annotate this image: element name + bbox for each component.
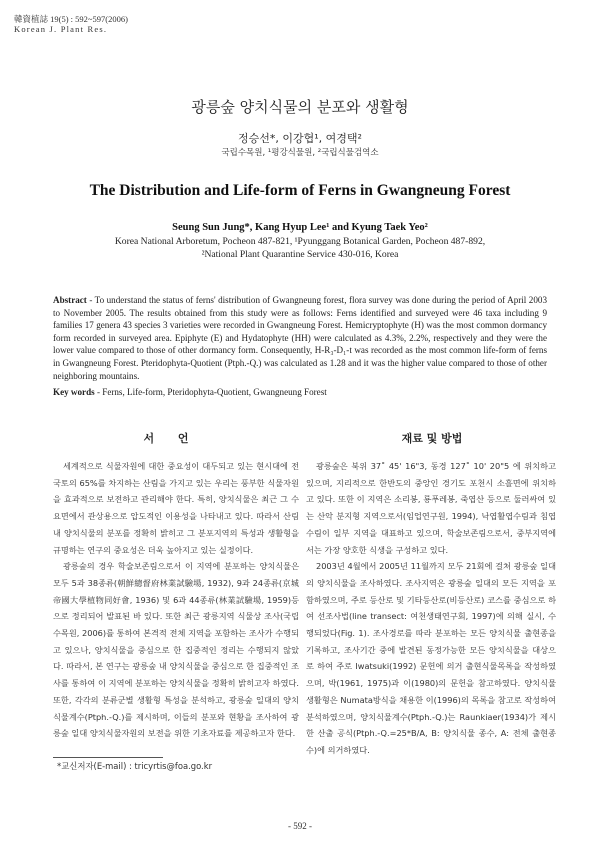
- english-title: The Distribution and Life-form of Ferns in Gwangneung Forest: [89, 182, 511, 199]
- abstract-label: Abstract: [53, 295, 87, 305]
- keywords-text: - Ferns, Life-form, Pteridophyta-Quotient, Gwangneung Forest: [94, 387, 327, 397]
- keywords-label: Key words: [53, 387, 95, 397]
- journal-header: [14, 14, 128, 34]
- keywords: [53, 387, 547, 397]
- page-number: - 592 -: [288, 821, 312, 831]
- introduction-paragraph-1: 세계적으로 식물자원에 대한 중요성이 대두되고 있는 현시대에 전국토의 65%를 차지하는 산림을 가지고 있는 우리는 풍부한 식물자원을 효과적으로 보전하고 관리해야 한다. 특히, 양치식물은 최근 그 수요면에서 관상용으로 압도적인 이용성을 나타내고 있다. 따라서 산림 내 양치식물의 분포를 정확히 밝히고 그 분포지역의 특성과 생활형을 규명하는 연구의 중요성은 더욱 높아지고 있는 실정이다.: [53, 461, 299, 555]
- methods-paragraph-2: 2003년 4월에서 2005년 11월까지 모두 21회에 걸쳐 광릉숲 일대의 양치식물을 조사하였다. 조사지역은 광릉숲 일대의 모든 지역을 포함하였으며, 주로 등산로 및 기타등산로(비등산로) 코스를 중심으로 하여 선조사법(line transect: 여천생태연구회, 1997)에 의해 실시, 수행되었다(Fig. 1). 조사경로를 따라 분포하는 모든 양치식물 출현종을 기록하고, 조사기간 중에 발견된 동정가능한 모든 양치식물을 대상으로 하여 주로 Iwatsuki(1992) 문헌에 의거 출현식물목록을 작성하였으며, 박(1961, 1975)과 이(1980)의 문헌을 참고하였다. 양치식물 생활형은 Numata방식을 채용한 이(1996)의 목록을 참고로 작성하여 분석하였으며, 양치식물계수(Ptph.-Q.)는 Raunkiaer(1934)가 제시한 산출 공식(Ptph.-Q.=25*B/A, B: 양치식물 종수, A: 전체 출현종수)에 의거하였다.: [306, 561, 556, 755]
- methods-heading: 재료 및 방법: [401, 432, 463, 445]
- journal-citation: 韓資植誌 19(5) : 592~597(2006): [14, 14, 128, 24]
- introduction-column: [53, 458, 299, 742]
- english-affiliations: [0, 236, 600, 261]
- korean-title: 광릉숲 양치식물의 분포와 생활형: [191, 98, 409, 116]
- affiliation-line-2: ²National Plant Quarantine Service 430-016, Korea: [201, 248, 399, 260]
- corresponding-author-footnote: *교신저자(E-mail) : tricyrtis@foa.go.kr: [57, 761, 213, 771]
- korean-authors: 정승선*, 이강협¹, 여경택²: [238, 132, 362, 145]
- introduction-paragraph-2: 광릉숲의 경우 학술보존림으로서 이 지역에 분포하는 양치식물은 모두 5과 38종류(朝鮮總督府林業試驗場, 1932), 9과 24종류(京城帝國大學植物同好會, 1936) 및 6과 44종류(林業試驗場, 1959)등으로 정리되어 발표된 바 있다. 또한 최근 광릉지역 식물상 조사(국립수목원, 2006)를 통하여 본격적 전체 지역을 포함하는 조사가 수행되고 있으나, 양치식물을 중심으로 한 집중적인 정리는 수행되지 않았다. 따라서, 본 연구는 광릉숲 내 양치식물을 중심으로 한 집중적인 조사를 통하여 이 지역에 분포하는 양치식물을 정확히 밝히고자 하였다. 또한, 각각의 분류군별 생활형 특성을 분석하고, 광릉숲 일대의 양치식물계수(Ptph.-Q.)를 제시하며, 이들의 분포와 현황을 조사하여 광릉숲 일대 양치식물자원의 보전을 위한 기초자료를 제공하고자 한다.: [53, 561, 299, 739]
- abstract: [53, 294, 547, 382]
- introduction-heading: 서 언: [143, 432, 199, 445]
- abstract-text: - To understand the status of ferns' distribution of Gwangneung forest, flora survey was done during the period of April 2003 to November 2005. The results obtained from this study were as follows: Ferns identified and surveyed were 46 taxa including 9 families 17 genera 43 species 3 varieties were recorded in Gwangneung Forest. Hemicryptophyte (H) was the most common dormancy form recorded in surveyed area. Epiphyte (E) and Hydatophyte (HH) were calculated as 4.3%, 2.2%, respectively and they were the lower value compared to those of other dormancy form. Consequently, H-R₃-D₁-t was recorded as the most common life-form of ferns in Gwangneung Forest. Pteridophyta-Quotient (Ptph.-Q.) was calculated as 1.28 and it was the higher value compared to those of other neighboring mountains.: [53, 295, 547, 381]
- footnote-divider: [53, 757, 163, 758]
- affiliation-line-1: Korea National Arboretum, Pocheon 487-821, ¹Pyunggang Botanical Garden, Pocheon 487-892,: [114, 236, 486, 247]
- methods-paragraph-1: 광릉숲은 북위 37˚ 45' 16"3, 동경 127˚ 10' 20"5 에 위치하고 있으며, 지리적으로 한반도의 중앙인 경기도 포천시 소흘면에 위치하고 있다. 또한 이 지역은 소리봉, 룡푸레봉, 죽엽산 등으로 둘러싸여 있는 산악 분지형 지역으로서(임업연구원, 1994), 낙엽활엽수림과 침엽수림이 일부 지역을 대표하고 있으며, 학술보존림으로서, 중부지역에서는 가장 양호한 식생을 구성하고 있다.: [306, 461, 556, 555]
- korean-affiliations: 국립수목원, ¹평강식물원, ²국립식물검역소: [221, 148, 379, 158]
- english-authors: Seung Sun Jung*, Kang Hyup Lee¹ and Kyung Taek Yeo²: [172, 222, 428, 233]
- journal-name: Korean J. Plant Res.: [14, 24, 108, 34]
- methods-column: [306, 458, 556, 759]
